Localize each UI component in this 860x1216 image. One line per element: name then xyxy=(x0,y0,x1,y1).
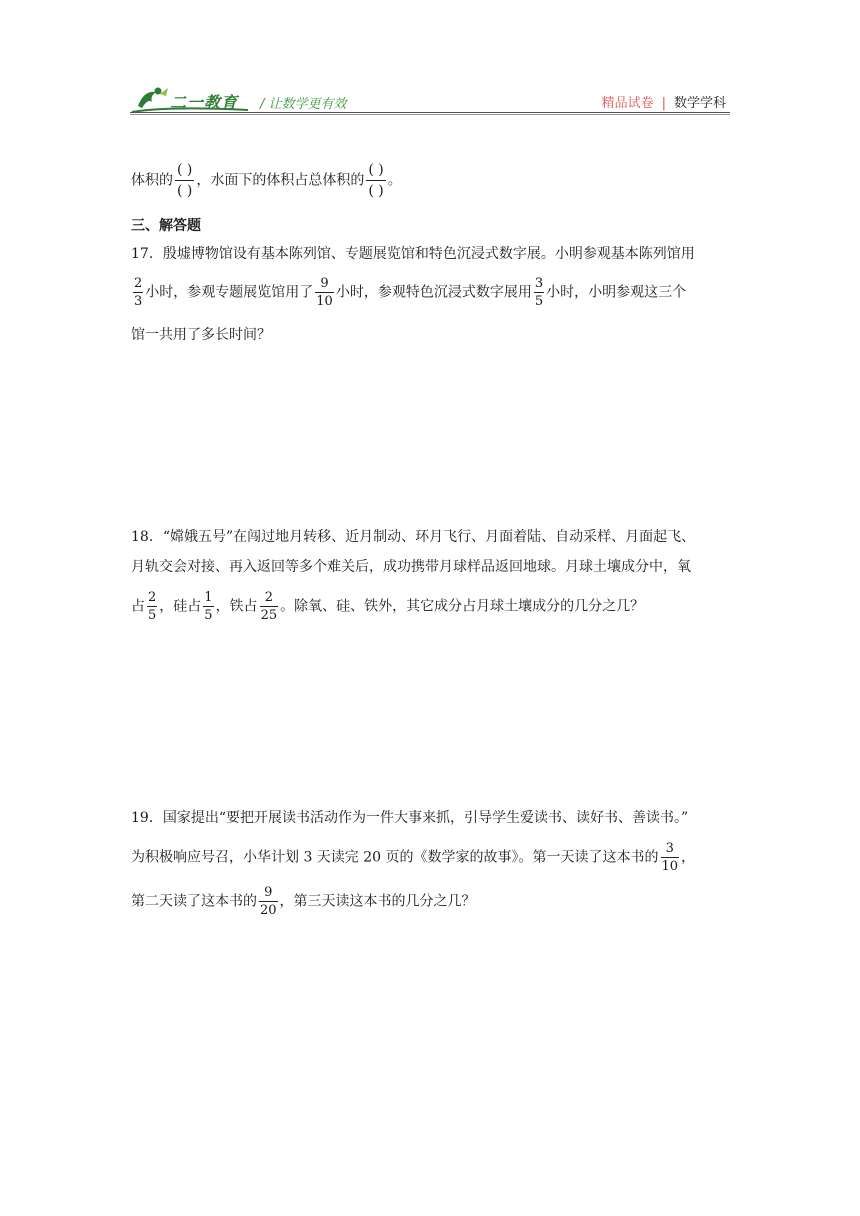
q17-line-2: $\frac{2}{3}$ 小时，参观专题展览馆用了 $\frac{9}{10}$ 小时，参观特色沉浸式数字展用 $\frac{3}{5}$ 小时，小明参观这三个 xyxy=(134,276,687,309)
q18-line-2: 月轨交会对接、再入返回等多个难关后，成功携带月球样品返回地球。月球土壤成分中，氧 xyxy=(131,559,691,575)
slogan: / 让数学更有效 xyxy=(260,97,347,112)
fraction: $\frac{1}{5}$ xyxy=(204,590,213,623)
answer-blank-1: $\frac{( )}{( )}$ xyxy=(177,162,193,199)
section-title: 三、解答题 xyxy=(131,218,201,234)
page-header xyxy=(130,80,730,114)
q16-tail xyxy=(131,160,402,201)
q18-line-1: 18．“嫦娥五号”在闯过地月转移、近月制动、环月飞行、月面着陆、自动采样、月面起飞、 xyxy=(131,529,696,545)
q16-text-3: 。 xyxy=(387,172,402,189)
fraction: $\frac{2}{3}$ xyxy=(134,276,143,309)
header-divider xyxy=(130,112,730,113)
subject-tag xyxy=(602,92,726,111)
q16-text-2: ，水面下的体积占总体积的 xyxy=(196,172,365,189)
fraction: $\frac{9}{20}$ xyxy=(260,885,277,918)
q19-line-3: 第二天读了这本书的 $\frac{9}{20}$ ，第三天读这本书的几分之几？ xyxy=(131,885,476,918)
q19-line-1: 19．国家提出“要把开展读书活动作为一件大事来抓，引导学生爱读书、读好书、善读书。” xyxy=(131,810,689,826)
fraction: $\frac{2}{25}$ xyxy=(260,590,278,623)
q17-line-1: 17．殷墟博物馆设有基本陈列馆、专题展览馆和特色沉浸式数字展。小明参观基本陈列馆用 xyxy=(131,246,695,262)
q16-text-1: 体积的 xyxy=(131,172,173,189)
fraction: $\frac{3}{5}$ xyxy=(534,276,544,309)
fraction: $\frac{2}{5}$ xyxy=(148,590,157,623)
fraction: $\frac{9}{10}$ xyxy=(316,276,333,309)
q18-line-3: 占 $\frac{2}{5}$ ，硅占 $\frac{1}{5}$ ，铁占 $\frac{2}{25}$ 。除氧、硅、铁外，其它成分占月球土壤成分的几分之几？ xyxy=(131,590,645,623)
logo-text: 二一教育 xyxy=(170,93,239,112)
q17-line-3: 馆一共用了多长时间？ xyxy=(131,327,271,343)
answer-blank-2: $\frac{( )}{( )}$ xyxy=(368,162,384,199)
fraction: $\frac{3}{10}$ xyxy=(661,841,679,874)
header-divider-thin xyxy=(130,114,730,115)
tag-subject: 数学学科 xyxy=(673,96,726,111)
tag-separator: | xyxy=(661,96,666,111)
tag-premium: 精品试卷 xyxy=(601,96,654,111)
q19-line-2: 为积极响应号召，小华计划 3 天读完 20 页的《数学家的故事》。第一天读了这本书的 $\frac{3}{10}$ ， xyxy=(131,841,696,874)
